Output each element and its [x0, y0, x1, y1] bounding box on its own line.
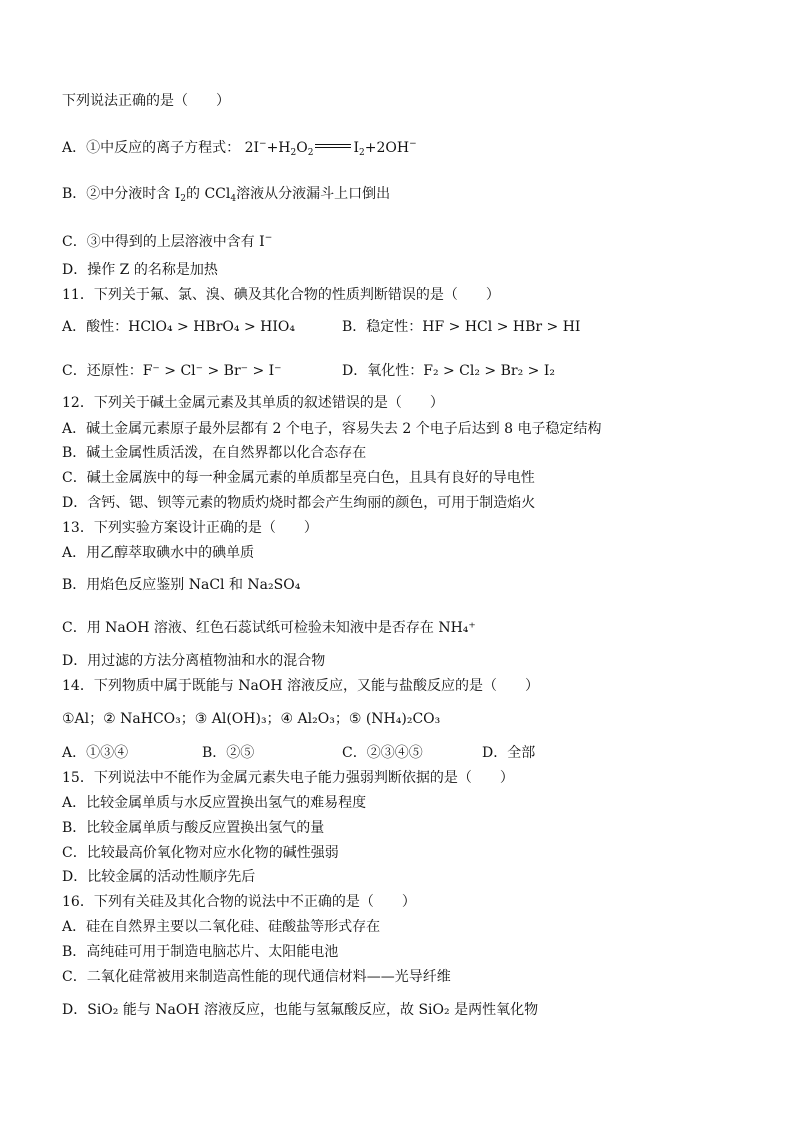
- q15-option-b: B．比较金属单质与酸反应置换出氢气的量: [62, 820, 325, 836]
- q16-option-a: A．硅在自然界主要以二氧化硅、硅酸盐等形式存在: [62, 919, 381, 935]
- q14-stem: 14．下列物质中属于既能与 NaOH 溶液反应，又能与盐酸反应的是（ ）: [62, 678, 539, 694]
- q10-option-a: [62, 135, 417, 162]
- equals-sign: [315, 144, 351, 148]
- q11-stem: 11．下列关于氟、氯、溴、碘及其化合物的性质判断错误的是（ ）: [62, 287, 500, 303]
- q13-option-a: A．用乙醇萃取碘水中的碘单质: [62, 545, 255, 561]
- q16-stem: 16．下列有关硅及其化合物的说法中不正确的是（ ）: [62, 894, 416, 910]
- q16-option-d: D．SiO₂ 能与 NaOH 溶液反应，也能与氢氟酸反应，故 SiO₂ 是两性氧化物: [62, 1002, 539, 1018]
- q10-option-b: B．②中分液时含 $I_2$的 CCl$_4$溶液从分液漏斗上口倒出: [62, 186, 391, 204]
- q14-items: ①Al；② NaHCO₃；③ Al(OH)₃；④ Al₂O₃；⑤ (NH₄)₂CO₃: [62, 711, 441, 727]
- q13-option-c: C．用 NaOH 溶液、红色石蕊试纸可检验未知液中是否存在 NH₄⁺: [62, 620, 476, 636]
- q11-option-d: D．氧化性：F₂ > Cl₂ > Br₂ > I₂: [342, 363, 555, 379]
- q13-stem: 13．下列实验方案设计正确的是（ ）: [62, 520, 318, 536]
- q10-stem: 下列说法正确的是（ ）: [62, 93, 230, 109]
- q11-option-b: B．稳定性：HF > HCl > HBr > HI: [342, 319, 581, 335]
- q14-option-a: A．①③④: [62, 745, 129, 761]
- q13-option-b: B．用焰色反应鉴别 NaCl 和 Na₂SO₄: [62, 577, 301, 593]
- q10-option-a-prefix: A．①中反应的离子方程式：: [62, 140, 241, 156]
- q10-equation: $2I^-+H_2O_2$ $I_2+2OH^-$: [244, 139, 417, 158]
- q11-option-a: A．酸性：HClO₄ > HBrO₄ > HIO₄: [62, 319, 295, 335]
- q15-stem: 15．下列说法中不能作为金属元素失电子能力强弱判断依据的是（ ）: [62, 770, 514, 786]
- q11-option-c: C．还原性：F⁻ > Cl⁻ > Br⁻ > I⁻: [62, 363, 282, 379]
- q12-option-c: C．碱土金属族中的每一种金属元素的单质都呈亮白色，且具有良好的导电性: [62, 470, 535, 486]
- q12-option-a: A．碱土金属元素原子最外层都有 2 个电子，容易失去 2 个电子后达到 8 电子稳定结构: [62, 421, 602, 437]
- q13-option-d: D．用过滤的方法分离植物油和水的混合物: [62, 653, 326, 669]
- q15-option-a: A．比较金属单质与水反应置换出氢气的难易程度: [62, 795, 367, 811]
- q14-option-d: D．全部: [482, 745, 536, 761]
- q10-option-c: C．③中得到的上层溶液中含有 I−: [62, 233, 273, 250]
- q15-option-d: D．比较金属的活动性顺序先后: [62, 869, 256, 885]
- q15-option-c: C．比较最高价氧化物对应水化物的碱性强弱: [62, 845, 339, 861]
- q12-stem: 12．下列关于碱土金属元素及其单质的叙述错误的是（ ）: [62, 395, 444, 411]
- q14-option-b: B．②⑤: [202, 745, 255, 761]
- q10-option-d: D．操作 Z 的名称是加热: [62, 262, 218, 278]
- q16-option-b: B．高纯硅可用于制造电脑芯片、太阳能电池: [62, 944, 339, 960]
- q16-option-c: C．二氧化硅常被用来制造高性能的现代通信材料——光导纤维: [62, 969, 451, 985]
- q14-option-c: C．②③④⑤: [342, 745, 423, 761]
- q12-option-b: B．碱土金属性质活泼，在自然界都以化合态存在: [62, 445, 367, 461]
- q12-option-d: D．含钙、锶、钡等元素的物质灼烧时都会产生绚丽的颜色，可用于制造焰火: [62, 495, 536, 511]
